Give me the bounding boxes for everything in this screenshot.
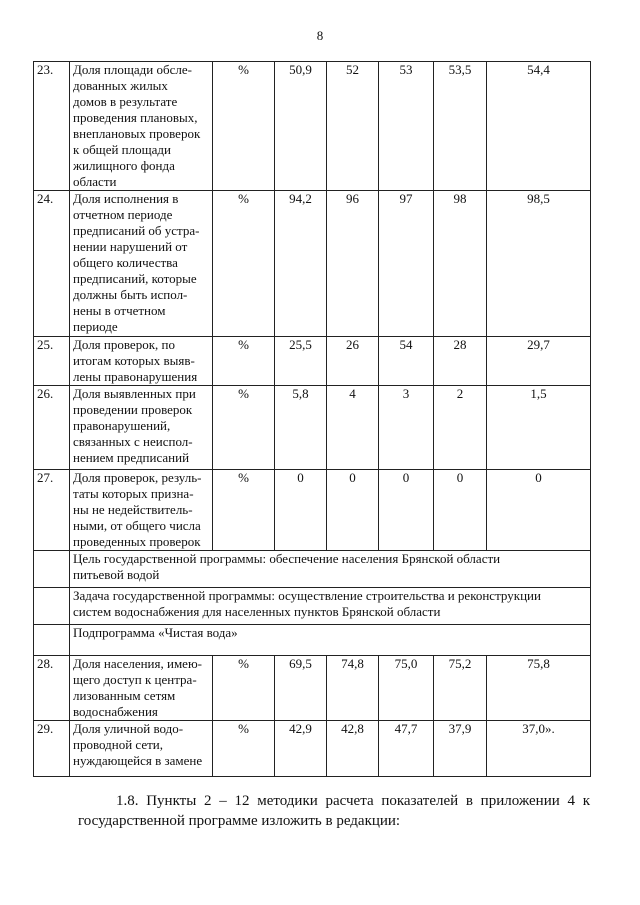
value-cell: 26 bbox=[327, 337, 379, 386]
value-cell: 4 bbox=[327, 386, 379, 470]
value-cell: 97 bbox=[379, 191, 434, 337]
value-cell: 0 bbox=[327, 470, 379, 551]
indicator-name: Доля проверок, по итогам которых выяв- лены правонарушения bbox=[70, 337, 213, 386]
value-cell: 2 bbox=[434, 386, 487, 470]
row-number: 26. bbox=[34, 386, 70, 470]
row-number: 28. bbox=[34, 656, 70, 721]
section-heading: Подпрограмма «Чистая вода» bbox=[70, 625, 591, 656]
section-heading: Задача государственной программы: осуществление строительства и реконструкции систем водоснабжения для населенных пунктов Брянской области bbox=[70, 588, 591, 625]
value-cell: 50,9 bbox=[275, 62, 327, 191]
value-cell: 42,8 bbox=[327, 721, 379, 777]
indicator-name: Доля уличной водо- проводной сети, нуждающейся в замене bbox=[70, 721, 213, 777]
value-cell: 98 bbox=[434, 191, 487, 337]
value-cell: 98,5 bbox=[487, 191, 591, 337]
value-cell: 25,5 bbox=[275, 337, 327, 386]
value-cell: 47,7 bbox=[379, 721, 434, 777]
value-cell: 75,8 bbox=[487, 656, 591, 721]
value-cell: 0 bbox=[379, 470, 434, 551]
row-number: 24. bbox=[34, 191, 70, 337]
unit-cell: % bbox=[213, 721, 275, 777]
value-cell: 5,8 bbox=[275, 386, 327, 470]
instruction-paragraph: 1.8. Пункты 2 – 12 методики расчета показателей в приложении 4 к государственной программе изложить в редакции: bbox=[78, 793, 590, 829]
table-row bbox=[34, 62, 591, 191]
unit-cell: % bbox=[213, 386, 275, 470]
value-cell: 75,0 bbox=[379, 656, 434, 721]
value-cell: 42,9 bbox=[275, 721, 327, 777]
value-cell: 0 bbox=[275, 470, 327, 551]
value-cell: 1,5 bbox=[487, 386, 591, 470]
unit-cell: % bbox=[213, 656, 275, 721]
table-row bbox=[34, 470, 591, 551]
unit-cell: % bbox=[213, 337, 275, 386]
value-cell: 37,9 bbox=[434, 721, 487, 777]
indicator-name: Доля площади обсле- дованных жилых домов в результате проведения плановых, внеплановых проверок к общей площади жилищного фонда области bbox=[70, 62, 213, 191]
indicator-name: Доля населения, имею- щего доступ к центра- лизованным сетям водоснабжения bbox=[70, 656, 213, 721]
row-number: 25. bbox=[34, 337, 70, 386]
value-cell: 94,2 bbox=[275, 191, 327, 337]
row-number: 23. bbox=[34, 62, 70, 191]
row-number: 29. bbox=[34, 721, 70, 777]
value-cell: 54,4 bbox=[487, 62, 591, 191]
table-row bbox=[34, 191, 591, 337]
table-row bbox=[34, 337, 591, 386]
value-cell: 3 bbox=[379, 386, 434, 470]
empty-number-cell bbox=[34, 625, 70, 656]
value-cell: 53 bbox=[379, 62, 434, 191]
indicators-table bbox=[33, 61, 591, 777]
table-row bbox=[34, 386, 591, 470]
row-number: 27. bbox=[34, 470, 70, 551]
value-cell: 69,5 bbox=[275, 656, 327, 721]
value-cell: 52 bbox=[327, 62, 379, 191]
unit-cell: % bbox=[213, 62, 275, 191]
section-row bbox=[34, 551, 591, 588]
indicator-name: Доля проверок, резуль- таты которых призна- ны не недействитель- ными, от общего числа проведенных проверок bbox=[70, 470, 213, 551]
value-cell: 74,8 bbox=[327, 656, 379, 721]
value-cell: 37,0». bbox=[487, 721, 591, 777]
value-cell: 54 bbox=[379, 337, 434, 386]
value-cell: 75,2 bbox=[434, 656, 487, 721]
indicator-name: Доля выявленных при проведении проверок правонарушений, связанных с неиспол- нением предписаний bbox=[70, 386, 213, 470]
unit-cell: % bbox=[213, 191, 275, 337]
value-cell: 96 bbox=[327, 191, 379, 337]
empty-number-cell bbox=[34, 551, 70, 588]
section-row bbox=[34, 588, 591, 625]
value-cell: 0 bbox=[434, 470, 487, 551]
value-cell: 28 bbox=[434, 337, 487, 386]
indicator-name: Доля исполнения в отчетном периоде предписаний об устра- нении нарушений от общего количества предписаний, которые должны быть испол- нены в отчетном периоде bbox=[70, 191, 213, 337]
value-cell: 0 bbox=[487, 470, 591, 551]
paragraph-block bbox=[78, 791, 590, 831]
value-cell: 29,7 bbox=[487, 337, 591, 386]
value-cell: 53,5 bbox=[434, 62, 487, 191]
section-row bbox=[34, 625, 591, 656]
section-heading: Цель государственной программы: обеспечение населения Брянской области питьевой водой bbox=[70, 551, 591, 588]
table-row bbox=[34, 656, 591, 721]
table-row bbox=[34, 721, 591, 777]
unit-cell: % bbox=[213, 470, 275, 551]
empty-number-cell bbox=[34, 588, 70, 625]
page-number: 8 bbox=[316, 28, 324, 43]
